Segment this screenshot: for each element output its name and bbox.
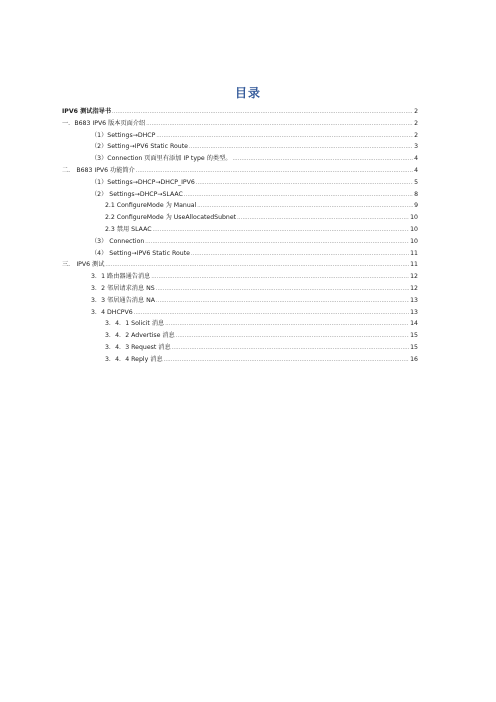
toc-entry[interactable] (62, 248, 418, 260)
toc-entry[interactable] (62, 177, 418, 189)
toc-entry-page: 8 (414, 190, 418, 198)
toc-entry-label: 3．4．1 Solicit 消息 (105, 318, 165, 330)
toc-entry[interactable] (62, 259, 418, 271)
toc-title: 目录 (234, 86, 261, 100)
toc-entry[interactable] (62, 200, 418, 212)
toc-entry-label: 三． IPV6 测试 (62, 259, 105, 271)
toc-entry[interactable] (62, 307, 418, 319)
toc-entry-label: 2.2 ConfigureMode 为 UseAllocatedSubnet (105, 212, 237, 224)
toc-entry-page: 11 (410, 249, 418, 257)
toc-entry[interactable] (62, 189, 418, 201)
toc-entry-label: （2） Settings→DHCP→SLAAC (91, 189, 184, 201)
toc-entry-page: 11 (410, 261, 418, 269)
toc-entry-label: 3．3 邻居通告消息 NA (91, 295, 156, 307)
toc-entry-label: （4） Setting→IPV6 Static Route (91, 248, 191, 260)
toc-entry-page: 2 (414, 131, 418, 139)
toc-entry-page: 13 (410, 296, 418, 304)
toc-entry-page: 4 (414, 155, 418, 163)
toc-entry[interactable] (62, 212, 418, 224)
toc-entry-page: 2 (414, 108, 418, 115)
toc-entry-page: 3 (414, 143, 418, 151)
toc-entry[interactable] (62, 106, 418, 118)
toc-entry-label: 3．1 路由器通告消息 (91, 271, 151, 283)
toc-entry-page: 5 (414, 178, 418, 186)
toc-entry-label: （3）Connection 页面里有添加 IP type 的类型。 (91, 153, 232, 165)
toc-entry-label: 2.3 禁用 SLAAC (105, 224, 153, 236)
toc-entry[interactable] (62, 236, 418, 248)
toc-entry-page: 15 (410, 343, 418, 351)
toc-entry-page: 16 (410, 355, 418, 363)
toc-entry-page: 4 (414, 166, 418, 174)
toc-entry-label: （2）Setting→IPV6 Static Route (91, 141, 189, 153)
table-of-contents (62, 106, 418, 366)
toc-entry[interactable] (62, 141, 418, 153)
toc-entry-page: 2 (414, 119, 418, 127)
toc-entry-page: 10 (410, 237, 418, 245)
toc-entry[interactable] (62, 153, 418, 165)
toc-entry[interactable] (62, 165, 418, 177)
toc-entry-label: 一．B683 IPV6 版本页面介绍 (62, 118, 146, 130)
toc-entry-page: 12 (410, 284, 418, 292)
toc-entry-page: 10 (410, 214, 418, 222)
toc-entry-label: 3．2 邻居请求消息 NS (91, 283, 156, 295)
toc-entry[interactable] (62, 295, 418, 307)
toc-entry-label: 3．4．4 Reply 消息 (105, 354, 164, 366)
toc-entry[interactable] (62, 283, 418, 295)
toc-entry-page: 13 (410, 308, 418, 316)
toc-entry[interactable] (62, 224, 418, 236)
toc-entry-page: 9 (414, 202, 418, 210)
toc-entry-label: 二． B683 IPV6 功能简介 (62, 165, 136, 177)
toc-entry[interactable] (62, 330, 418, 342)
toc-entry[interactable] (62, 318, 418, 330)
toc-entry-page: 12 (410, 273, 418, 281)
toc-entry[interactable] (62, 130, 418, 142)
toc-entry-label: （3） Connection (91, 236, 145, 248)
toc-entry-page: 10 (410, 225, 418, 233)
toc-entry-label: IPV6 测试指导书 (62, 106, 112, 118)
toc-entry-label: （1）Settings→DHCP (91, 130, 156, 142)
toc-entry[interactable] (62, 271, 418, 283)
toc-entry-page: 15 (410, 332, 418, 340)
toc-entry[interactable] (62, 118, 418, 130)
toc-entry[interactable] (62, 342, 418, 354)
toc-entry-label: 3．4．3 Request 消息 (105, 342, 172, 354)
toc-entry-label: 3．4．2 Advertise 消息 (105, 330, 176, 342)
toc-entry-label: （1）Settings→DHCP→DHCP_IPV6 (91, 177, 196, 189)
toc-entry-label: 3．4 DHCPV6 (91, 307, 134, 319)
toc-entry[interactable] (62, 354, 418, 366)
toc-entry-page: 14 (410, 320, 418, 328)
toc-leader-dots (164, 355, 409, 367)
toc-entry-label: 2.1 ConfigureMode 为 Manual (105, 200, 197, 212)
